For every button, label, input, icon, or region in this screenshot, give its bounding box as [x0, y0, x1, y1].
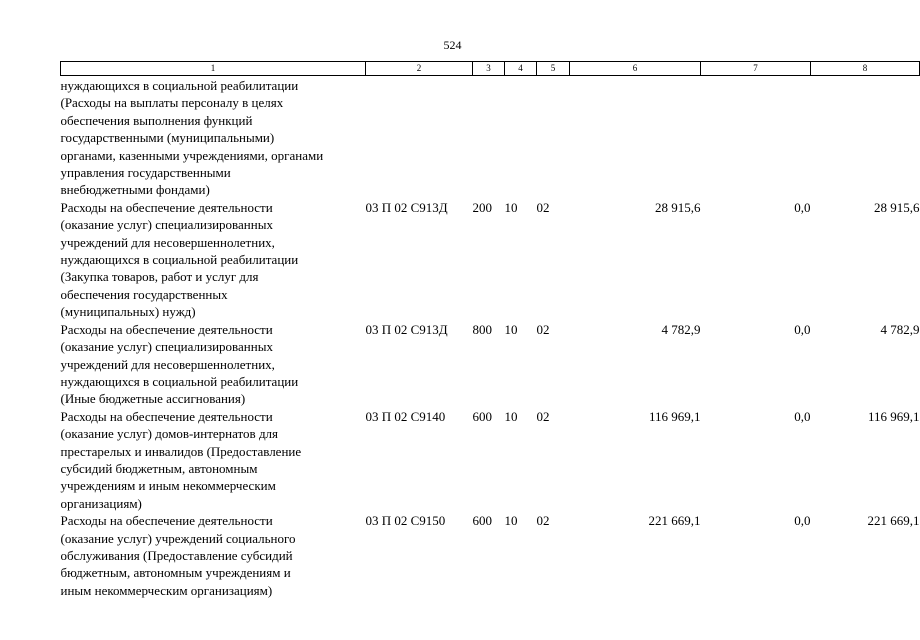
column-header: 1 — [61, 62, 366, 76]
row-subsection: 02 — [536, 199, 550, 215]
row-section — [505, 76, 537, 199]
column-header: 8 — [811, 62, 920, 76]
column-header: 2 — [366, 62, 473, 76]
column-header: 5 — [537, 62, 570, 76]
table-row — [61, 512, 920, 599]
row-expense-type: 200 — [472, 199, 492, 215]
row-amount-8: 116 969,1 — [867, 408, 920, 424]
row-section: 10 — [504, 513, 518, 529]
row-target-code: 03 П 02 С9150 — [365, 513, 446, 529]
row-subsection: 02 — [536, 408, 550, 424]
row-amount-8: 221 669,1 — [867, 513, 920, 529]
row-amount-8: 28 915,6 — [874, 199, 920, 215]
row-expense-type: 800 — [472, 321, 492, 337]
row-description: Расходы на обеспечение деятельности (оказание услуг) домов-интернатов для престарелых и инвалидов (Предоставление субсидий бюджетным, автономным учреждениям и иным некоммерческим организациям) — [60, 408, 302, 511]
row-amount-6 — [570, 76, 701, 199]
row-expense-type — [473, 76, 505, 199]
table-row — [61, 408, 920, 512]
row-target-code: 03 П 02 С913Д — [365, 321, 448, 337]
row-amount-6: 116 969,1 — [648, 408, 701, 424]
column-header: 4 — [505, 62, 537, 76]
row-amount-7: 0,0 — [794, 199, 811, 215]
row-amount-7: 0,0 — [794, 408, 811, 424]
row-description: Расходы на обеспечение деятельности (оказание услуг) специализированных учреждений для несовершеннолетних, нуждающихся в социальной реабилитации (Иные бюджетные ассигнования) — [60, 321, 299, 407]
row-amount-6: 221 669,1 — [648, 513, 701, 529]
row-expense-type: 600 — [472, 408, 492, 424]
row-amount-7 — [701, 76, 811, 199]
column-header: 6 — [570, 62, 701, 76]
row-section: 10 — [504, 321, 518, 337]
budget-table — [60, 61, 920, 599]
table-row — [61, 76, 920, 199]
row-description: Расходы на обеспечение деятельности (оказание услуг) учреждений социального обслуживания (Предоставление субсидий бюджетным, автономным учреждениям и иным некоммерческим организациям) — [60, 513, 296, 598]
row-amount-6: 28 915,6 — [655, 199, 701, 215]
row-amount-8: 4 782,9 — [880, 321, 920, 337]
column-header: 3 — [473, 62, 505, 76]
row-target-code — [366, 76, 473, 199]
table-row — [61, 199, 920, 321]
row-target-code: 03 П 02 С9140 — [365, 408, 446, 424]
row-section: 10 — [504, 199, 518, 215]
row-description: нуждающихся в социальной реабилитации (Расходы на выплаты персоналу в целях обеспечения выполнения функций государственными (муниципальными) органами, казенными учреждениями, органами управления государственными внебюджетными фондами) — [60, 78, 324, 198]
row-amount-7: 0,0 — [794, 513, 811, 529]
table-row — [61, 321, 920, 408]
row-subsection: 02 — [536, 513, 550, 529]
row-description: Расходы на обеспечение деятельности (оказание услуг) специализированных учреждений для несовершеннолетних, нуждающихся в социальной реабилитации (Закупка товаров, работ и услуг для обеспечения государственных (муниципальных) нужд) — [60, 199, 299, 320]
column-number-header — [61, 62, 920, 76]
column-header: 7 — [701, 62, 811, 76]
row-subsection: 02 — [536, 321, 550, 337]
row-section: 10 — [504, 408, 518, 424]
row-amount-7: 0,0 — [794, 321, 811, 337]
row-amount-8 — [811, 76, 920, 199]
row-amount-6: 4 782,9 — [661, 321, 701, 337]
row-expense-type: 600 — [472, 513, 492, 529]
row-target-code: 03 П 02 С913Д — [365, 199, 448, 215]
page-number: 524 — [443, 38, 462, 52]
row-subsection — [537, 76, 570, 199]
